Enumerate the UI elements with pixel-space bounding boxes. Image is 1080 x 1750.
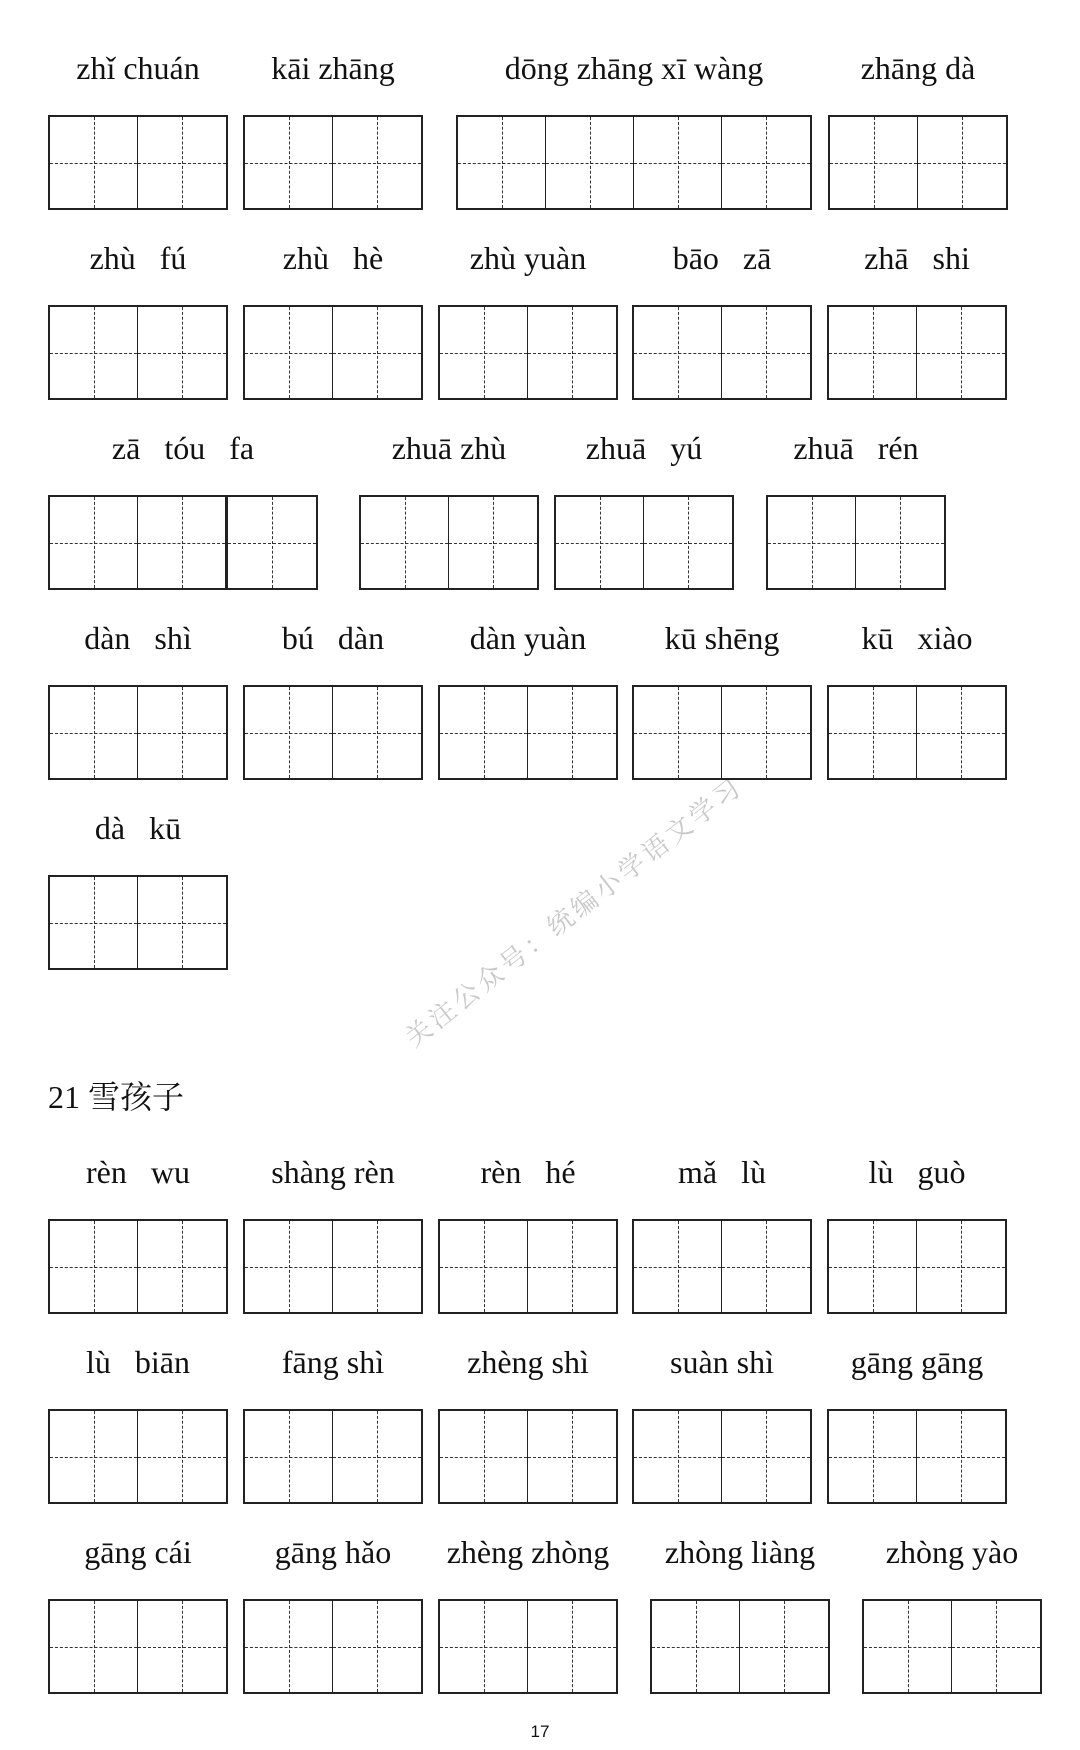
pinyin-label: zhèng shì <box>467 1344 589 1380</box>
pinyin-label: zhāng dà <box>860 50 976 86</box>
character-cell[interactable] <box>458 117 546 208</box>
pinyin-label: zhù hè <box>282 240 384 276</box>
writing-grid[interactable] <box>243 305 423 400</box>
writing-grid[interactable] <box>48 115 228 210</box>
character-cell[interactable] <box>138 497 226 588</box>
writing-grid[interactable] <box>48 1409 228 1504</box>
character-cell[interactable] <box>652 1601 740 1692</box>
writing-grid[interactable] <box>632 1409 812 1504</box>
writing-grid[interactable] <box>828 115 1008 210</box>
pinyin-label: lù guò <box>868 1154 966 1190</box>
pinyin-label: zā tóu fa <box>111 430 255 466</box>
writing-grid[interactable] <box>554 495 734 590</box>
writing-grid[interactable] <box>48 495 318 590</box>
character-cell[interactable] <box>138 307 226 398</box>
writing-grid[interactable] <box>632 305 812 400</box>
character-cell[interactable] <box>722 1221 810 1312</box>
character-cell[interactable] <box>333 687 421 778</box>
character-cell[interactable] <box>245 1601 333 1692</box>
writing-grid[interactable] <box>827 305 1007 400</box>
character-cell[interactable] <box>333 1601 421 1692</box>
pinyin-label: zhòng yào <box>885 1534 1019 1570</box>
writing-grid[interactable] <box>359 495 539 590</box>
character-cell[interactable] <box>138 1221 226 1312</box>
writing-grid[interactable] <box>438 685 618 780</box>
character-cell[interactable] <box>50 497 138 588</box>
character-cell[interactable] <box>138 1601 226 1692</box>
writing-grid[interactable] <box>438 1599 618 1694</box>
page-number: 17 <box>530 1722 550 1741</box>
watermark: 关注公众号：统编小学语文学习 <box>400 771 750 1054</box>
writing-grid[interactable] <box>632 1219 812 1314</box>
character-cell[interactable] <box>333 1221 421 1312</box>
pinyin-label: rèn wu <box>86 1154 190 1190</box>
pinyin-label: rèn hé <box>480 1154 576 1190</box>
writing-grid[interactable] <box>243 685 423 780</box>
character-cell[interactable] <box>226 497 316 588</box>
pinyin-label: kū shēng <box>664 620 780 656</box>
character-cell[interactable] <box>50 1221 138 1312</box>
writing-grid[interactable] <box>438 1409 618 1504</box>
pinyin-label: bú dàn <box>281 620 385 656</box>
pinyin-label: dàn shì <box>84 620 192 656</box>
character-cell[interactable] <box>546 117 634 208</box>
character-cell[interactable] <box>50 877 138 968</box>
character-cell[interactable] <box>138 1411 226 1502</box>
pinyin-label: zhù yuàn <box>469 240 587 276</box>
character-cell[interactable] <box>722 307 810 398</box>
character-cell[interactable] <box>361 497 449 588</box>
character-cell[interactable] <box>440 1601 528 1692</box>
character-cell[interactable] <box>333 117 421 208</box>
character-cell[interactable] <box>333 1411 421 1502</box>
writing-grid[interactable] <box>48 1599 228 1694</box>
character-cell[interactable] <box>440 687 528 778</box>
character-cell[interactable] <box>440 1221 528 1312</box>
pinyin-label: zhā shi <box>864 240 970 276</box>
character-cell[interactable] <box>634 307 722 398</box>
character-cell[interactable] <box>722 117 810 208</box>
character-cell[interactable] <box>50 1411 138 1502</box>
character-cell[interactable] <box>856 497 944 588</box>
character-cell[interactable] <box>440 307 528 398</box>
character-cell[interactable] <box>829 307 917 398</box>
character-cell[interactable] <box>644 497 732 588</box>
character-cell[interactable] <box>449 497 537 588</box>
character-cell[interactable] <box>50 1601 138 1692</box>
writing-grid[interactable] <box>243 1599 423 1694</box>
character-cell[interactable] <box>556 497 644 588</box>
character-cell[interactable] <box>528 687 616 778</box>
pinyin-label: zhù fú <box>89 240 187 276</box>
character-cell[interactable] <box>740 1601 828 1692</box>
character-cell[interactable] <box>245 1411 333 1502</box>
character-cell[interactable] <box>138 687 226 778</box>
writing-grid[interactable] <box>438 1219 618 1314</box>
writing-grid[interactable] <box>243 115 423 210</box>
writing-grid[interactable] <box>827 685 1007 780</box>
character-cell[interactable] <box>918 117 1006 208</box>
character-cell[interactable] <box>50 687 138 778</box>
character-cell[interactable] <box>528 1221 616 1312</box>
writing-grid[interactable] <box>632 685 812 780</box>
pinyin-label: dàn yuàn <box>469 620 587 656</box>
pinyin-label: zhuā zhù <box>391 430 507 466</box>
pinyin-label: gāng cái <box>84 1534 192 1570</box>
pinyin-label: zhèng zhòng <box>446 1534 610 1570</box>
writing-grid[interactable] <box>827 1409 1007 1504</box>
character-cell[interactable] <box>528 1411 616 1502</box>
pinyin-label: bāo zā <box>672 240 772 276</box>
writing-grid[interactable] <box>48 875 228 970</box>
pinyin-label: gāng hǎo <box>274 1534 392 1570</box>
writing-grid[interactable] <box>243 1409 423 1504</box>
writing-grid[interactable] <box>48 1219 228 1314</box>
pinyin-label: gāng gāng <box>850 1344 984 1380</box>
pinyin-label: zhǐ chuán <box>76 50 200 86</box>
character-cell[interactable] <box>829 1221 917 1312</box>
pinyin-label: zhòng liàng <box>664 1534 816 1570</box>
pinyin-label: lù biān <box>86 1344 190 1380</box>
pinyin-label: shàng rèn <box>271 1154 395 1190</box>
writing-grid[interactable] <box>650 1599 830 1694</box>
writing-grid[interactable] <box>243 1219 423 1314</box>
character-cell[interactable] <box>528 1601 616 1692</box>
writing-grid[interactable] <box>438 305 618 400</box>
character-cell[interactable] <box>634 1221 722 1312</box>
character-cell[interactable] <box>829 1411 917 1502</box>
character-cell[interactable] <box>50 117 138 208</box>
writing-grid[interactable] <box>48 685 228 780</box>
writing-grid[interactable] <box>862 1599 1042 1694</box>
pinyin-label: mǎ lù <box>678 1154 766 1190</box>
character-cell[interactable] <box>634 687 722 778</box>
pinyin-label: suàn shì <box>670 1344 774 1380</box>
character-cell[interactable] <box>138 117 226 208</box>
character-cell[interactable] <box>138 877 226 968</box>
pinyin-label: zhuā rén <box>793 430 919 466</box>
pinyin-label: kū xiào <box>861 620 973 656</box>
character-cell[interactable] <box>50 307 138 398</box>
character-cell[interactable] <box>245 1221 333 1312</box>
character-cell[interactable] <box>917 687 1005 778</box>
character-cell[interactable] <box>634 1411 722 1502</box>
lesson-heading: 21 雪孩子 <box>48 1079 185 1115</box>
character-cell[interactable] <box>917 1221 1005 1312</box>
pinyin-label: kāi zhāng <box>271 50 395 86</box>
writing-grid[interactable] <box>827 1219 1007 1314</box>
character-cell[interactable] <box>634 117 722 208</box>
writing-grid[interactable] <box>456 115 812 210</box>
character-cell[interactable] <box>245 117 333 208</box>
character-cell[interactable] <box>829 687 917 778</box>
character-cell[interactable] <box>864 1601 952 1692</box>
writing-grid[interactable] <box>48 305 228 400</box>
pinyin-label: dōng zhāng xī wàng <box>504 50 764 86</box>
character-cell[interactable] <box>245 307 333 398</box>
pinyin-label: fāng shì <box>281 1344 385 1380</box>
character-cell[interactable] <box>722 687 810 778</box>
pinyin-label: zhuā yú <box>585 430 703 466</box>
character-cell[interactable] <box>528 307 616 398</box>
character-cell[interactable] <box>333 307 421 398</box>
writing-grid[interactable] <box>766 495 946 590</box>
character-cell[interactable] <box>440 1411 528 1502</box>
character-cell[interactable] <box>830 117 918 208</box>
character-cell[interactable] <box>768 497 856 588</box>
character-cell[interactable] <box>722 1411 810 1502</box>
character-cell[interactable] <box>917 307 1005 398</box>
character-cell[interactable] <box>917 1411 1005 1502</box>
character-cell[interactable] <box>952 1601 1040 1692</box>
pinyin-label: dà kū <box>94 810 182 846</box>
character-cell[interactable] <box>245 687 333 778</box>
